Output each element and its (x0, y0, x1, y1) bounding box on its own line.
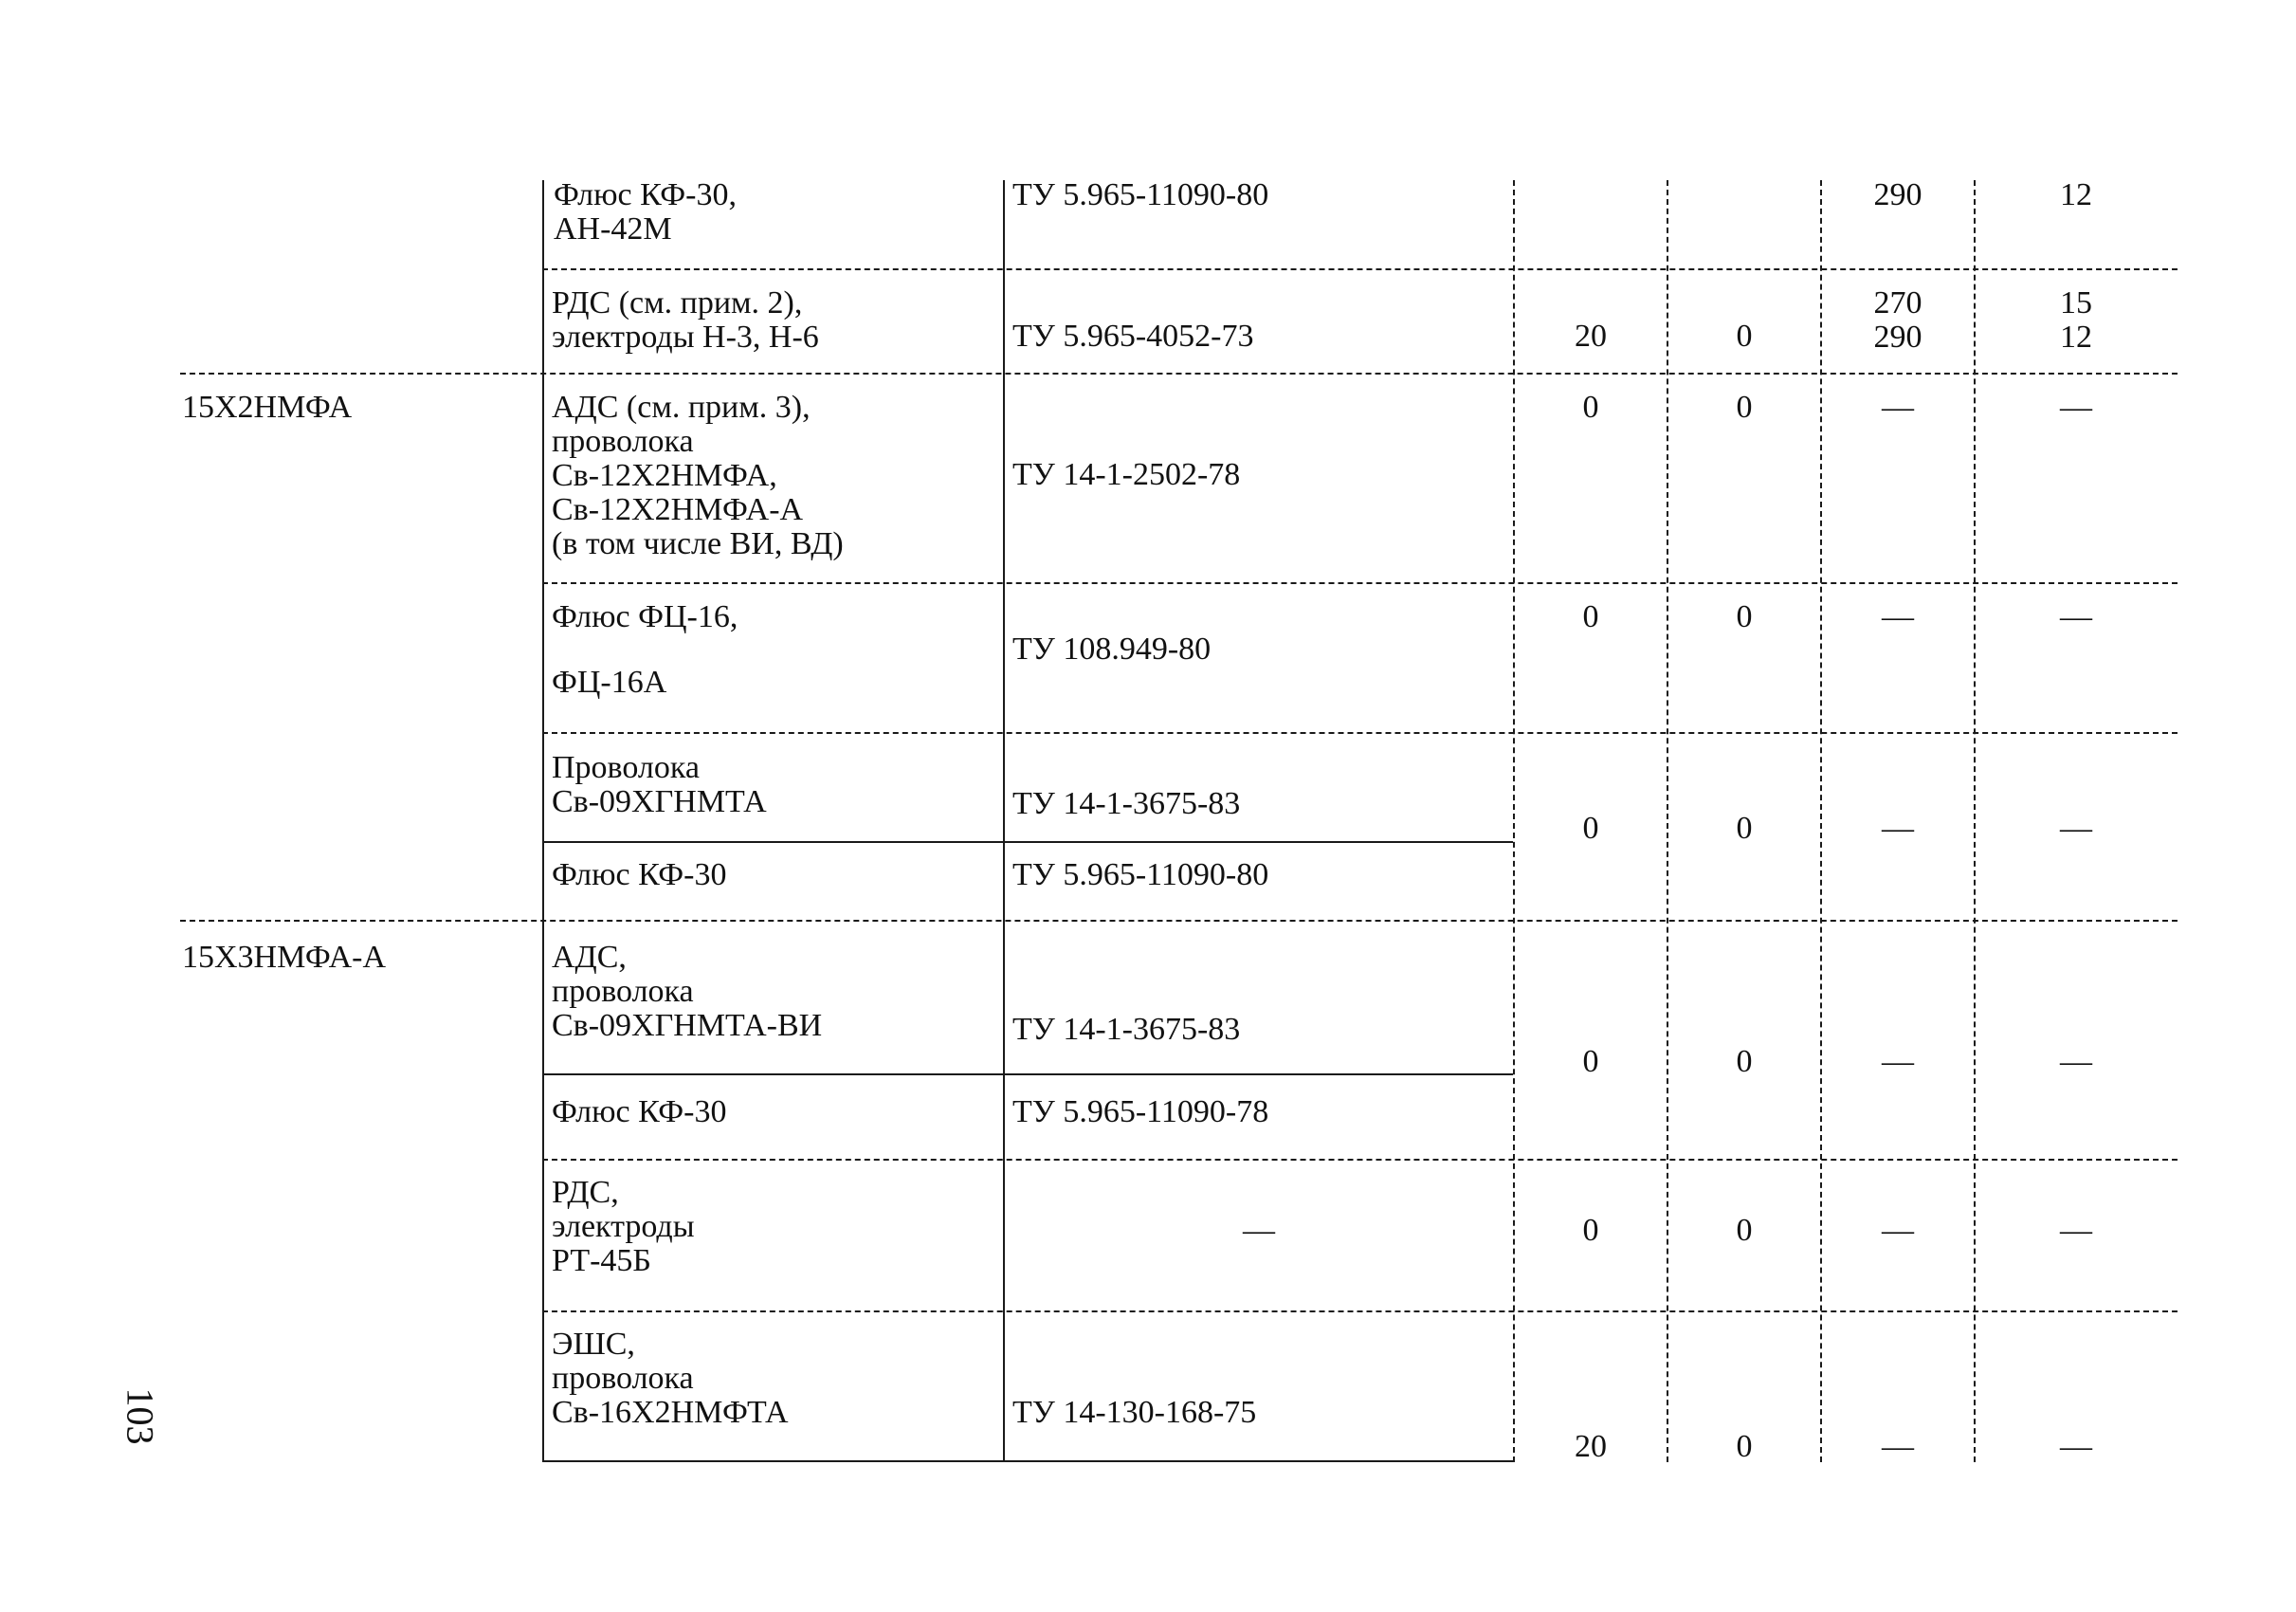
sub-row-divider (542, 1073, 1513, 1075)
spec-cell: ТУ 5.965-4052-73 (1012, 319, 1254, 354)
method-cell: Проволока Св-09ХГНМТА (552, 750, 767, 819)
sub-row-divider (542, 841, 1513, 843)
value-cell-c1: 20 (1575, 1429, 1607, 1464)
value-cell-c1: 0 (1582, 390, 1599, 425)
row-divider (542, 1310, 2178, 1312)
row-divider (542, 582, 2178, 584)
value-cell-c4: 12 (2060, 177, 2092, 212)
method-cell: Флюс КФ-30, АН-42М (554, 177, 737, 247)
value-cell-c4: 15 12 (2060, 285, 2092, 355)
value-cell-c3: 270 290 (1873, 285, 1922, 355)
value-cell-c1: 0 (1582, 599, 1599, 634)
value-cell-c4: — (2060, 1213, 2092, 1248)
row-divider (542, 732, 2178, 734)
value-cell-c1: 20 (1575, 319, 1607, 354)
spec-cell: ТУ 14-1-3675-83 (1012, 1012, 1241, 1047)
value-cell-c1: 0 (1582, 1044, 1599, 1079)
value-cell-c3: — (1882, 811, 1914, 846)
steel-grade-label: 15Х2НМФА (182, 390, 353, 425)
spec-cell: ТУ 5.965-11090-80 (1012, 177, 1269, 212)
row-divider (542, 1159, 2178, 1161)
value-cell-c4: — (2060, 811, 2092, 846)
value-cell-c4: — (2060, 390, 2092, 425)
spec-cell: ТУ 14-1-2502-78 (1012, 457, 1241, 492)
value-cell-c2: 0 (1736, 319, 1753, 354)
method-cell: ЭШС, проволока Св-16Х2НМФТА (552, 1327, 789, 1430)
value-cell-c2: 0 (1736, 599, 1753, 634)
value-cell-c3: — (1882, 1044, 1914, 1079)
steel-grade-label: 15Х3НМФА-А (182, 940, 387, 975)
method-cell: АДС, проволока Св-09ХГНМТА-ВИ (552, 940, 823, 1043)
spec-cell: — (1243, 1213, 1275, 1248)
spec-cell: ТУ 14-130-168-75 (1012, 1395, 1257, 1430)
method-cell: РДС (см. прим. 2), электроды Н-3, Н-6 (552, 285, 819, 355)
value-cell-c1: 0 (1582, 1213, 1599, 1248)
row-divider (542, 268, 2178, 270)
method-cell: АДС (см. прим. 3), проволока Св-12Х2НМФА, Св-12Х2НМФА-А (в том числе ВИ, ВД) (552, 390, 844, 561)
value-cell-c3: — (1882, 1213, 1914, 1248)
spec-cell: ТУ 5.965-11090-78 (1012, 1094, 1269, 1129)
value-cell-c3: — (1882, 1429, 1914, 1464)
value-cell-c2: 0 (1736, 1429, 1753, 1464)
value-cell-c4: — (2060, 599, 2092, 634)
row-divider (180, 920, 2178, 922)
value-cell-c2: 0 (1736, 390, 1753, 425)
value-cell-c2: 0 (1736, 811, 1753, 846)
method-cell: Флюс ФЦ-16, (552, 599, 738, 634)
value-cell-c4: — (2060, 1429, 2092, 1464)
value-cell-c4: — (2060, 1044, 2092, 1079)
method-cell: Флюс КФ-30 (552, 857, 727, 892)
spec-cell: ТУ 5.965-11090-80 (1012, 857, 1269, 892)
value-cell-c3: — (1882, 390, 1914, 425)
method-cell: ФЦ-16А (552, 665, 667, 700)
value-cell-c1: 0 (1582, 811, 1599, 846)
row-divider (180, 373, 2178, 375)
value-cell-c3: 290 (1873, 177, 1922, 212)
table-border-bottom (542, 1460, 1513, 1462)
value-cell-c3: — (1882, 599, 1914, 634)
method-cell: РДС, электроды РТ-45Б (552, 1175, 695, 1278)
value-cell-c2: 0 (1736, 1044, 1753, 1079)
value-cell-c2: 0 (1736, 1213, 1753, 1248)
spec-cell: ТУ 108.949-80 (1012, 632, 1212, 667)
spec-cell: ТУ 14-1-3675-83 (1012, 786, 1241, 821)
method-cell: Флюс КФ-30 (552, 1094, 727, 1129)
page-number: 103 (118, 1387, 162, 1445)
